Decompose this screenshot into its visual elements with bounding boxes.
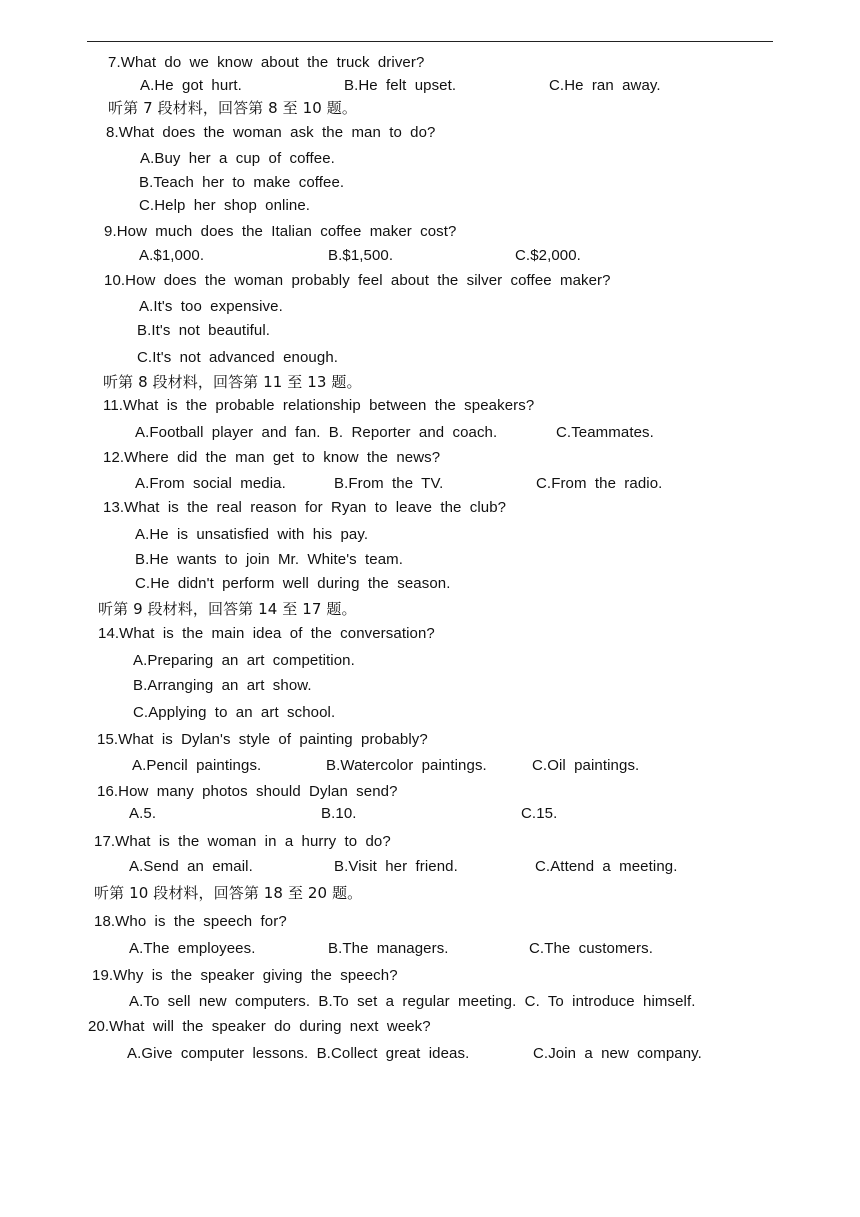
q7-option-b: B.He felt upset.: [344, 77, 457, 94]
q10-option-a: A.It's too expensive.: [139, 298, 283, 315]
q13-option-c: C.He didn't perform well during the season.: [135, 575, 451, 592]
question-7: 7.What do we know about the truck driver?: [108, 54, 425, 71]
q10-option-c: C.It's not advanced enough.: [137, 349, 339, 366]
q18-option-b: B.The managers.: [328, 940, 449, 957]
q18-option-a: A.The employees.: [129, 940, 256, 957]
q13-option-b: B.He wants to join Mr. White's team.: [135, 551, 404, 568]
q15-option-a: A.Pencil paintings.: [132, 757, 262, 774]
q16-option-a: A.5.: [129, 805, 157, 822]
q17-option-c: C.Attend a meeting.: [535, 858, 678, 875]
q11-options-ab: A.Football player and fan. B. Reporter and coach.: [135, 424, 498, 441]
q8-option-a: A.Buy her a cup of coffee.: [140, 150, 335, 167]
section-10-heading: 听第 10 段材料，回答第 18 至 20 题。: [94, 884, 363, 902]
question-19: 19.Why is the speaker giving the speech?: [92, 967, 398, 984]
question-20: 20.What will the speaker do during next week?: [88, 1018, 431, 1035]
question-14: 14.What is the main idea of the conversation?: [98, 625, 435, 642]
q8-option-b: B.Teach her to make coffee.: [139, 174, 345, 191]
section-8-heading: 听第 8 段材料，回答第 11 至 13 题。: [103, 373, 362, 391]
question-10: 10.How does the woman probably feel about the silver coffee maker?: [104, 272, 611, 289]
question-11: 11.What is the probable relationship between the speakers?: [103, 397, 535, 414]
q11-option-c: C.Teammates.: [556, 424, 654, 441]
q17-option-a: A.Send an email.: [129, 858, 253, 875]
q8-option-c: C.Help her shop online.: [139, 197, 311, 214]
section-7-heading: 听第 7 段材料，回答第 8 至 10 题。: [108, 99, 357, 117]
header-rule: [87, 41, 773, 42]
q9-option-b: B.$1,500.: [328, 247, 394, 264]
question-12: 12.Where did the man get to know the news?: [103, 449, 441, 466]
q7-option-a: A.He got hurt.: [140, 77, 242, 94]
question-16: 16.How many photos should Dylan send?: [97, 783, 398, 800]
question-18: 18.Who is the speech for?: [94, 913, 287, 930]
question-9: 9.How much does the Italian coffee maker cost?: [104, 223, 457, 240]
q15-option-b: B.Watercolor paintings.: [326, 757, 487, 774]
q16-option-b: B.10.: [321, 805, 357, 822]
question-17: 17.What is the woman in a hurry to do?: [94, 833, 391, 850]
q14-option-c: C.Applying to an art school.: [133, 704, 336, 721]
q12-option-c: C.From the radio.: [536, 475, 663, 492]
q20-options-ab: A.Give computer lessons. B.Collect great ideas.: [127, 1045, 470, 1062]
question-8: 8.What does the woman ask the man to do?: [106, 124, 436, 141]
q17-option-b: B.Visit her friend.: [334, 858, 458, 875]
q19-options: A.To sell new computers. B.To set a regular meeting. C. To introduce himself.: [129, 993, 696, 1010]
q20-option-c: C.Join a new company.: [533, 1045, 702, 1062]
q18-option-c: C.The customers.: [529, 940, 653, 957]
q13-option-a: A.He is unsatisfied with his pay.: [135, 526, 369, 543]
q10-option-b: B.It's not beautiful.: [137, 322, 271, 339]
q16-option-c: C.15.: [521, 805, 558, 822]
q15-option-c: C.Oil paintings.: [532, 757, 640, 774]
question-15: 15.What is Dylan's style of painting probably?: [97, 731, 428, 748]
q9-option-c: C.$2,000.: [515, 247, 581, 264]
q12-option-b: B.From the TV.: [334, 475, 444, 492]
q14-option-a: A.Preparing an art competition.: [133, 652, 355, 669]
q14-option-b: B.Arranging an art show.: [133, 677, 312, 694]
q12-option-a: A.From social media.: [135, 475, 286, 492]
question-13: 13.What is the real reason for Ryan to leave the club?: [103, 499, 507, 516]
q7-option-c: C.He ran away.: [549, 77, 661, 94]
q9-option-a: A.$1,000.: [139, 247, 205, 264]
section-9-heading: 听第 9 段材料，回答第 14 至 17 题。: [98, 600, 357, 618]
